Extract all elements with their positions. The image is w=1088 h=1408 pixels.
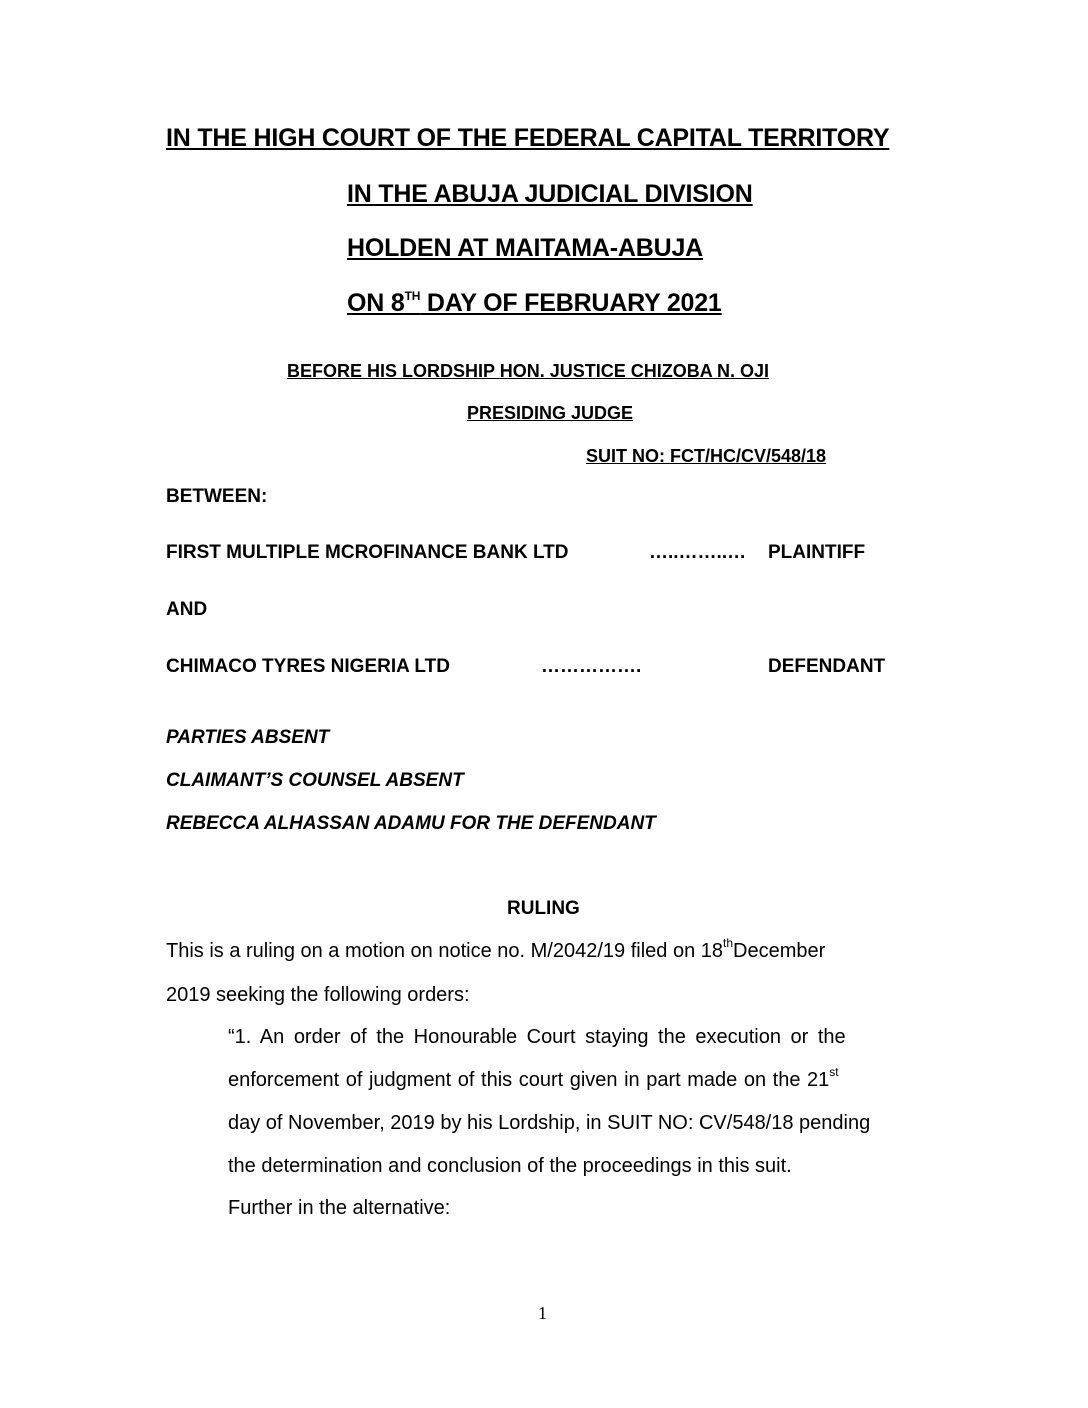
date-superscript: TH [404, 288, 421, 303]
ruling-title: RULING [507, 898, 580, 919]
between-label: BETWEEN: [166, 486, 268, 507]
plaintiff-dots: …..……..… [649, 542, 747, 563]
date-prefix: ON 8 [347, 289, 405, 317]
appearance-claimant-counsel: CLAIMANT’S COUNSEL ABSENT [166, 770, 464, 791]
plaintiff-role: PLAINTIFF [768, 542, 866, 563]
intro-superscript: th [723, 936, 734, 951]
order-line-2: enforcement of judgment of this court given in part made on the 21st [228, 1065, 839, 1091]
order-line-4: the determination and conclusion of the proceedings in this suit. [228, 1155, 792, 1177]
appearance-parties: PARTIES ABSENT [166, 727, 330, 748]
date-title [347, 289, 722, 318]
holden-title: HOLDEN AT MAITAMA-ABUJA [347, 234, 704, 262]
ruling-intro-line-2: 2019 seeking the following orders: [166, 984, 470, 1006]
order-line-3: day of November, 2019 by his Lordship, in SUIT NO: CV/548/18 pending [228, 1112, 871, 1134]
ruling-intro-line-1 [166, 936, 921, 963]
and-label: AND [166, 599, 208, 620]
order-superscript: st [829, 1065, 839, 1080]
presiding-judge: PRESIDING JUDGE [467, 403, 634, 423]
date-suffix: DAY OF FEBRUARY 2021 [420, 289, 722, 317]
appearance-defendant-counsel: REBECCA ALHASSAN ADAMU FOR THE DEFENDANT [166, 813, 656, 834]
division-title: IN THE ABUJA JUDICIAL DIVISION [347, 180, 753, 208]
order-line-1: “1. An order of the Honourable Court staying the execution or the [228, 1026, 846, 1048]
suit-number: SUIT NO: FCT/HC/CV/548/18 [586, 446, 827, 466]
intro-text: This is a ruling on a motion on notice no. M/2042/19 filed on 18thDecember [166, 936, 826, 962]
defendant-name: CHIMACO TYRES NIGERIA LTD [166, 656, 450, 677]
defendant-dots: ……………. [541, 656, 642, 677]
order-line-5: Further in the alternative: [228, 1197, 451, 1219]
court-title: IN THE HIGH COURT OF THE FEDERAL CAPITAL TERRITORY [166, 124, 890, 152]
page-number: 1 [538, 1303, 547, 1323]
plaintiff-name: FIRST MULTIPLE MCROFINANCE BANK LTD [166, 542, 569, 563]
defendant-role: DEFENDANT [768, 656, 886, 677]
before-judge: BEFORE HIS LORDSHIP HON. JUSTICE CHIZOBA N. OJI [287, 361, 770, 381]
